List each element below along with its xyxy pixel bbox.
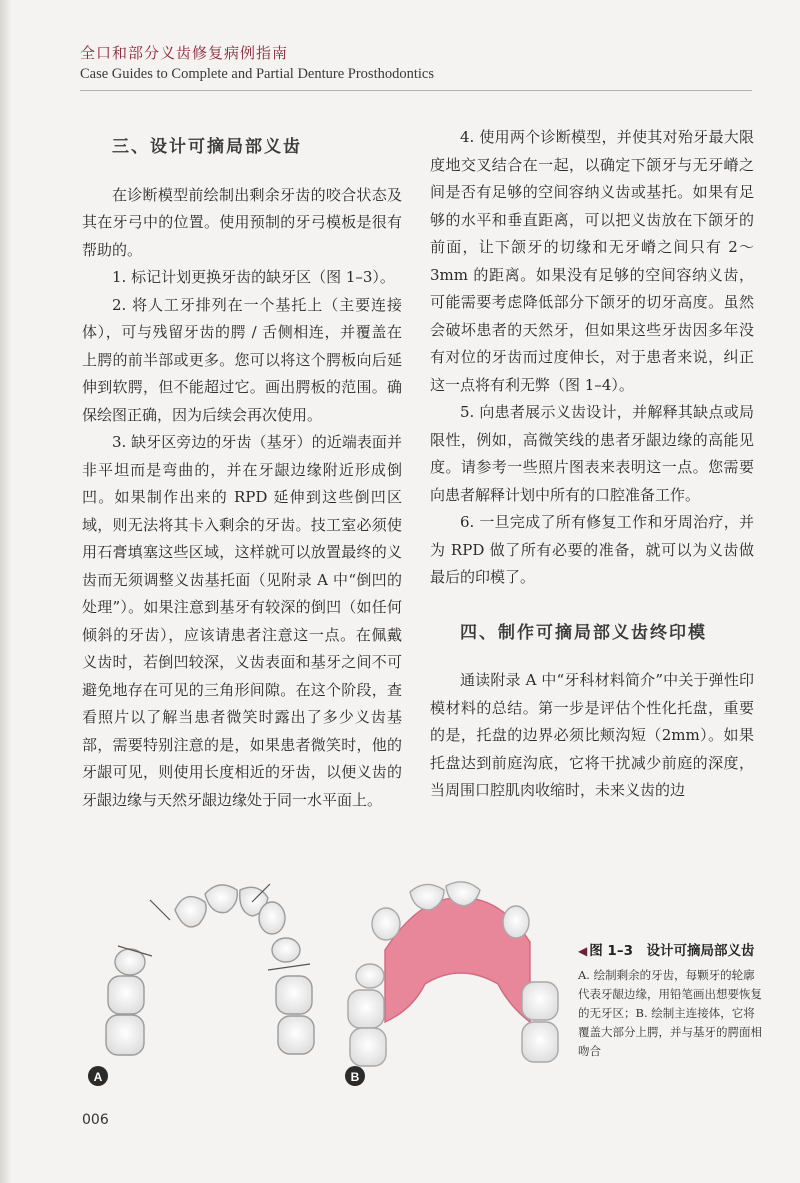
figure-label-a-text: A <box>93 1070 103 1084</box>
figure-dental-arch <box>80 872 560 1097</box>
tooth-canine <box>259 902 285 934</box>
caption-title <box>578 940 764 962</box>
right-column <box>430 124 754 805</box>
paragraph: 5. 向患者展示义齿设计，并解释其缺点或局限性，例如，高微笑线的患者牙龈边缘的高能见度。请参考一些照片图表来表明这一点。您需要向患者解释计划中所有的口腔准备工作。 <box>430 403 754 504</box>
paragraph: 3. 缺牙区旁边的牙齿（基牙）的近端表面并非平坦而是弯曲的，并在牙龈边缘附近形成倒凹。如果制作出来的 RPD 延伸到这些倒凹区域，则无法将其卡入剩余的牙齿。技工室必须使用石膏填塞这些区域，这样就可以放置最终的义齿而无须调整义齿基托面（见附录 A 中“倒凹的处理”）。如果注意到基牙有较深的倒凹（如任何倾斜的牙齿），应该请患者注意这一点。在佩戴义齿时，若倒凹较深，义齿表面和基牙之间不可避免地存在可见的三角形间隙。在这个阶段，查看照片以了解当患者微笑时露出了多少义齿基部，需要特别注意的是，如果患者微笑时，他的牙龈可见，则使用长度相近的牙齿，以便义齿的牙龈边缘与天然牙龈边缘处于同一水平面上。 <box>82 433 402 809</box>
running-header-english: Case Guides to Complete and Partial Denture Prosthodontics <box>80 66 434 82</box>
figure-caption <box>578 940 764 1061</box>
dental-arch-illustration <box>80 872 560 1097</box>
paragraph: 2. 将人工牙排列在一个基托上（主要连接体），可与残留牙齿的腭 / 舌侧相连，并覆盖在上腭的前半部或更多。您可以将这个腭板向后延伸到软腭，但不能超过它。画出腭板的范围。确保绘图正确，因为后续会再次使用。 <box>82 295 402 424</box>
caption-title-text: 图 1–3 设计可摘局部义齿 <box>589 943 755 959</box>
page-gutter-shadow <box>0 0 12 1183</box>
figure-label-b-text: B <box>350 1070 360 1084</box>
tooth-premolar <box>272 938 300 962</box>
arch-drawing-a <box>106 884 314 1055</box>
tooth-premolar <box>356 964 384 988</box>
tooth-molar <box>276 976 312 1014</box>
paragraph: 4. 使用两个诊断模型，并使其对殆牙最大限度地交叉结合在一起，以确定下颌牙与无牙嵴之间是否有足够的空间容纳义齿或基托。如果有足够的水平和垂直距离，可以把义齿放在下颌牙的前面，让下颌牙的切缘和无牙嵴之间只有 2～3mm 的距离。如果没有足够的空间容纳义齿，可能需要考虑降低部分下颌牙的切牙高度。虽然会破坏患者的天然牙，但如果这些牙齿因多年没有对位的牙齿而过度伸长，对于患者来说，纠正这一点将有利无弊（图 1–4）。 <box>430 128 754 394</box>
paragraph: 6. 一旦完成了所有修复工作和牙周治疗，并为 RPD 做了所有必要的准备，就可以为义齿做最后的印模了。 <box>430 513 754 586</box>
left-column <box>82 122 402 814</box>
tooth-canine <box>503 906 529 938</box>
tooth-canine <box>372 908 400 940</box>
tooth-molar <box>348 990 384 1028</box>
tooth-incisor <box>175 897 206 927</box>
arch-drawing-b <box>348 882 558 1066</box>
figure-label-b <box>345 1066 365 1086</box>
paragraph: 通读附录 A 中“牙科材料简介”中关于弹性印模材料的总结。第一步是评估个性化托盘，重要的是，托盘的边界必须比颊沟短（2mm）。如果托盘达到前庭沟底，它将干扰减少前庭的深度，当周围口腔肌肉收缩时，未来义齿的边 <box>430 671 754 799</box>
running-header-chinese: 全口和部分义齿修复病例指南 <box>80 44 289 62</box>
tooth-molar <box>108 976 144 1014</box>
tooth-molar <box>522 1022 558 1062</box>
header-rule <box>80 90 752 91</box>
figure-label-a <box>88 1066 108 1086</box>
tooth-molar <box>350 1028 386 1066</box>
page-number: 006 <box>82 1112 109 1128</box>
paragraph: 1. 标记计划更换牙齿的缺牙区（图 1–3）。 <box>112 268 395 286</box>
triangle-left-icon: ◀ <box>578 944 588 958</box>
tooth-molar <box>278 1016 314 1054</box>
section-title-design: 三、设计可摘局部义齿 <box>112 137 302 157</box>
section-title-impression: 四、制作可摘局部义齿终印模 <box>460 622 707 643</box>
paragraph: 在诊断模型前绘制出剩余牙齿的咬合状态及其在牙弓中的位置。使用预制的牙弓模板是很有帮助的。 <box>82 185 402 259</box>
caption-body: A. 绘制剩余的牙齿，每颗牙的轮廓代表牙龈边缘，用铅笔画出想要恢复的无牙区；B. 绘制主连接体，它将覆盖大部分上腭，并与基牙的腭面相吻合 <box>578 968 762 1058</box>
tooth-molar <box>106 1015 144 1055</box>
tooth-incisor <box>205 885 237 913</box>
tooth-molar <box>522 982 558 1020</box>
